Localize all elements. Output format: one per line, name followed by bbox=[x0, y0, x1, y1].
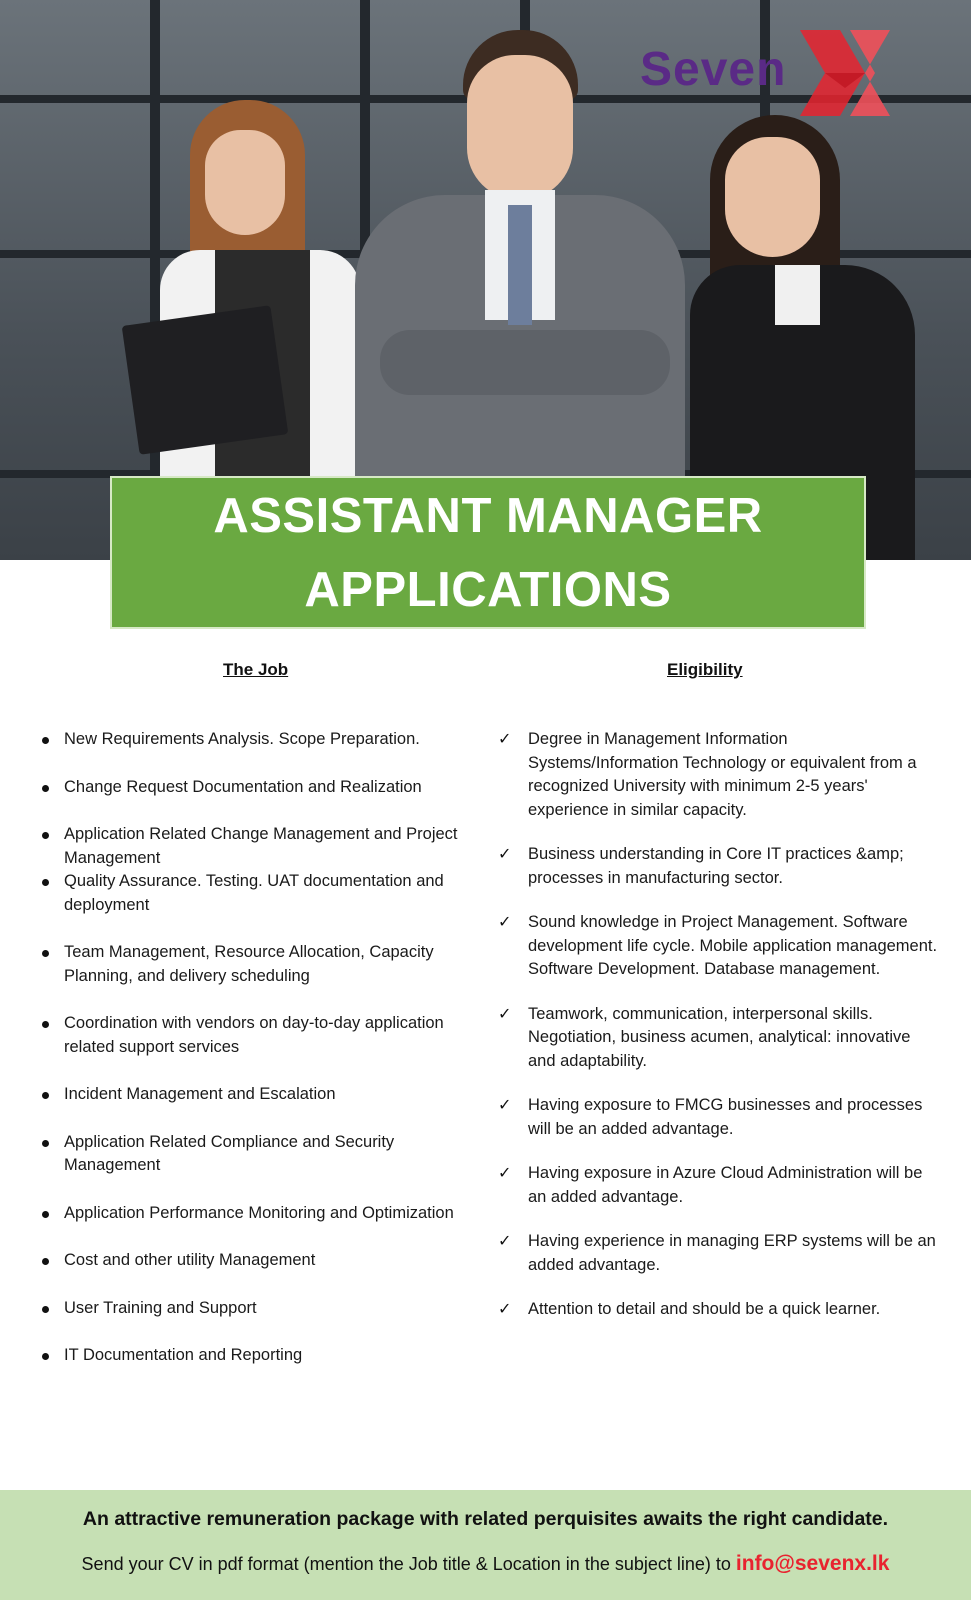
checkmark-icon: ✓ bbox=[498, 1097, 512, 1114]
list-item: Change Request Documentation and Realization bbox=[38, 776, 478, 800]
eligibility-list bbox=[498, 728, 938, 1322]
list-item: Incident Management and Escalation bbox=[38, 1083, 478, 1107]
list-item: Cost and other utility Management bbox=[38, 1249, 478, 1273]
list-item: Coordination with vendors on day-to-day application related support services bbox=[38, 1012, 478, 1059]
checkmark-icon: ✓ bbox=[498, 1165, 512, 1182]
x-logo-icon bbox=[780, 28, 910, 118]
checkmark-icon: ✓ bbox=[498, 846, 512, 863]
send-cv-text: Send your CV in pdf format (mention the Job title & Location in the subject line) to bbox=[81, 1554, 736, 1574]
list-item: IT Documentation and Reporting bbox=[38, 1344, 478, 1368]
job-title-line-1: ASSISTANT MANAGER bbox=[213, 488, 763, 543]
job-duties-list bbox=[38, 728, 478, 1368]
list-item: Application Performance Monitoring and Optimization bbox=[38, 1202, 478, 1226]
bullet-icon bbox=[42, 1306, 49, 1313]
bullet-icon bbox=[42, 1092, 49, 1099]
contact-email-link[interactable]: info@sevenx.lk bbox=[735, 1552, 890, 1575]
checkmark-icon: ✓ bbox=[498, 1005, 512, 1023]
list-item: Quality Assurance. Testing. UAT documentation and deployment bbox=[38, 870, 478, 917]
bullet-icon bbox=[42, 832, 49, 839]
bullet-icon bbox=[42, 1021, 49, 1028]
the-job-heading: The Job bbox=[223, 660, 289, 679]
bullet-icon bbox=[42, 1140, 49, 1147]
remuneration-statement: An attractive remuneration package with related perquisites awaits the right candidate. bbox=[82, 1508, 889, 1530]
list-item: ✓ Business understanding in Core IT practices &amp; processes in manufacturing sector. bbox=[498, 845, 904, 887]
sevenx-logo bbox=[640, 28, 910, 118]
list-item: ✓ Teamwork, communication, interpersonal skills. Negotiation, business acumen, analytical: innovative and adaptability. bbox=[498, 1004, 911, 1070]
bullet-icon bbox=[42, 1211, 49, 1218]
list-item: Application Related Compliance and Security Management bbox=[38, 1131, 478, 1178]
logo-wordmark: Seven bbox=[640, 43, 787, 96]
list-item: Application Related Change Management and Project Management bbox=[38, 823, 478, 870]
bullet-icon bbox=[42, 737, 49, 744]
bullet-icon bbox=[42, 879, 49, 886]
checkmark-icon: ✓ bbox=[498, 914, 512, 931]
application-instructions bbox=[0, 1552, 971, 1576]
footer-banner bbox=[0, 1490, 971, 1600]
checkmark-icon: ✓ bbox=[498, 1301, 512, 1318]
bullet-icon bbox=[42, 950, 49, 957]
eligibility-heading: Eligibility bbox=[667, 660, 743, 679]
bullet-icon bbox=[42, 785, 49, 792]
checkmark-icon: ✓ bbox=[498, 1233, 512, 1250]
list-item: Team Management, Resource Allocation, Capacity Planning, and delivery scheduling bbox=[38, 941, 478, 988]
bullet-icon bbox=[42, 1353, 49, 1360]
list-item: ✓ Sound knowledge in Project Management. Software development life cycle. Mobile application management. Software Development. Database management. bbox=[498, 913, 938, 978]
list-item: New Requirements Analysis. Scope Preparation. bbox=[38, 728, 478, 752]
list-item: User Training and Support bbox=[38, 1297, 478, 1321]
list-item: ✓ Attention to detail and should be a quick learner. bbox=[498, 1298, 938, 1322]
job-title-line-2: APPLICATIONS bbox=[304, 562, 672, 617]
checkmark-icon: ✓ bbox=[498, 731, 512, 748]
list-item: ✓ Having exposure to FMCG businesses and processes will be an added advantage. bbox=[498, 1096, 923, 1138]
job-title-banner bbox=[110, 476, 866, 629]
list-item: ✓ Degree in Management Information Systems/Information Technology or equivalent from a recognized University with minimum 2-5 years' experience in similar capacity. bbox=[498, 730, 917, 819]
list-item: ✓ Having experience in managing ERP systems will be an added advantage. bbox=[498, 1232, 936, 1274]
list-item: ✓ Having exposure in Azure Cloud Administration will be an added advantage. bbox=[498, 1164, 923, 1206]
bullet-icon bbox=[42, 1258, 49, 1265]
